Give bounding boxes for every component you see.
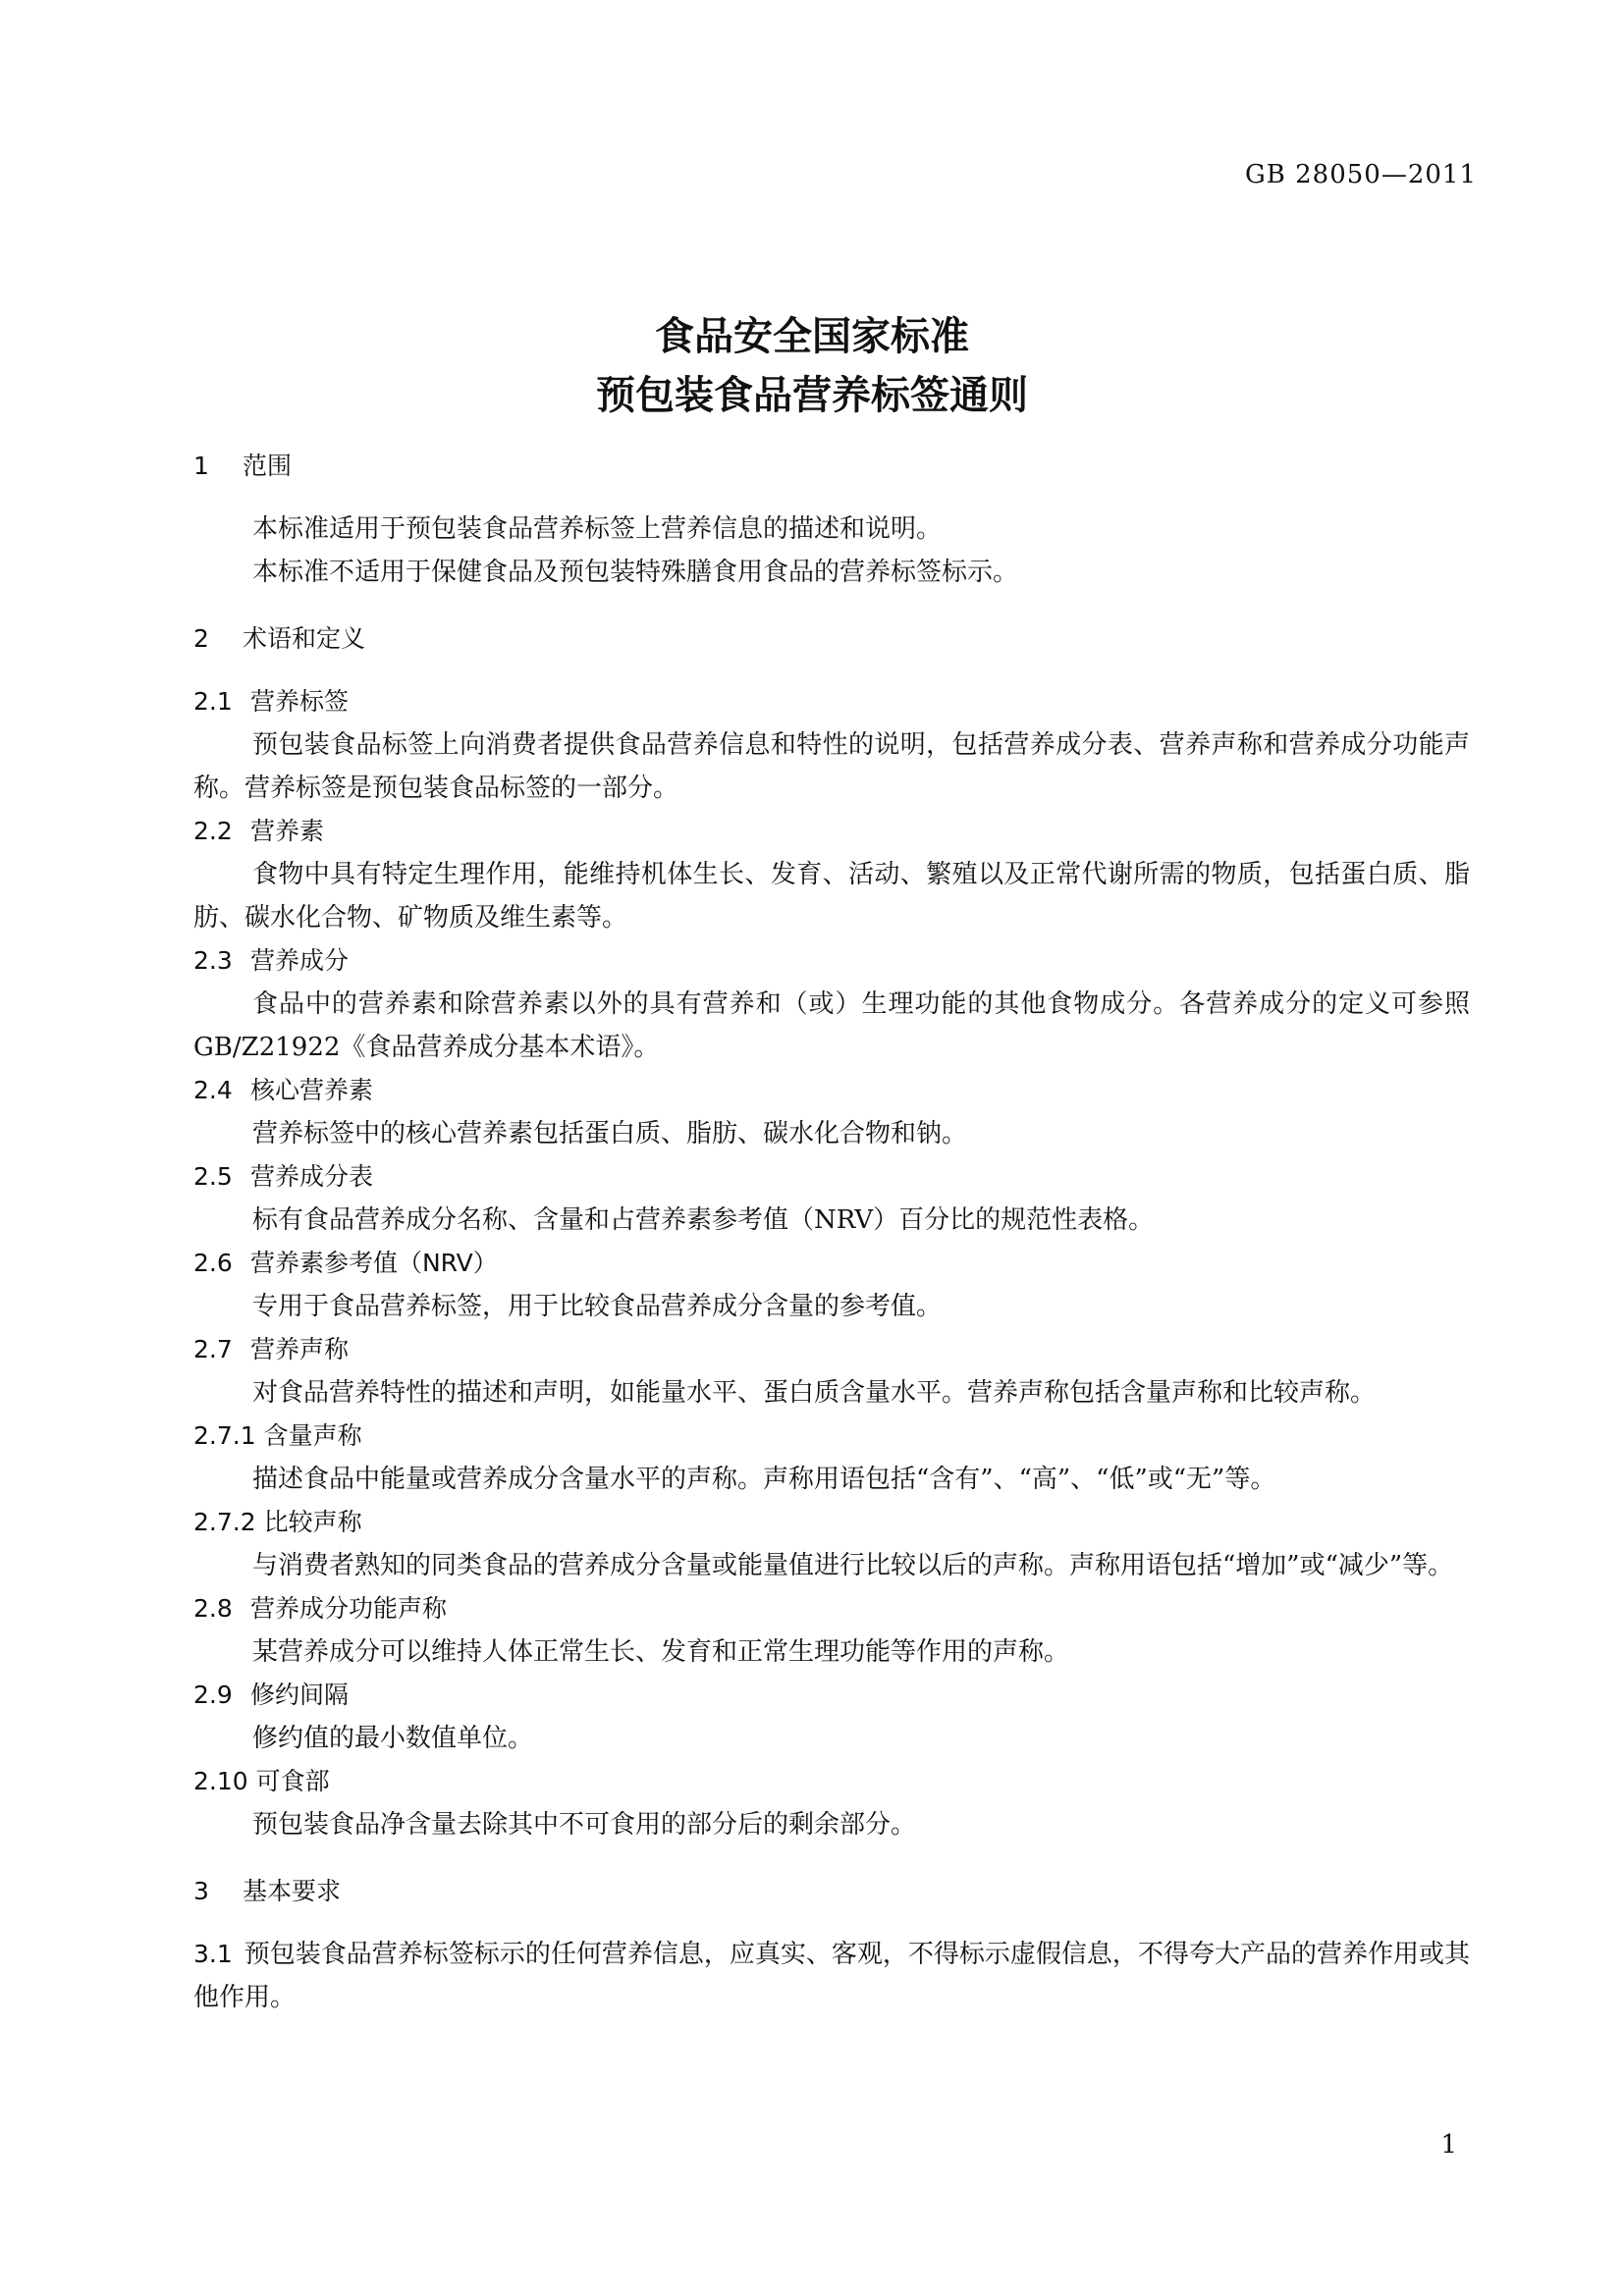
paragraph: 本标准不适用于保健食品及预包装特殊膳食用食品的营养标签标示。 bbox=[252, 558, 1019, 587]
section-title: 范围 bbox=[243, 452, 293, 480]
term-number: 2.3 bbox=[193, 946, 233, 975]
section-number: 1 bbox=[193, 452, 209, 480]
term-title: 比较声称 bbox=[263, 1508, 362, 1536]
term-heading bbox=[193, 810, 1470, 853]
term-heading bbox=[193, 1069, 1470, 1112]
term-definition: 食品中的营养素和除营养素以外的具有营养和（或）生理功能的其他食物成分。各营养成分的定义可参照 GB/Z21922《食品营养成分基本术语》。 bbox=[193, 989, 1470, 1062]
standard-code: GB 28050—2011 bbox=[1244, 160, 1477, 189]
term-number: 2.9 bbox=[193, 1681, 233, 1709]
section-title: 术语和定义 bbox=[243, 624, 366, 653]
clause-number: 3.1 bbox=[193, 1940, 233, 1968]
term-definition: 某营养成分可以维持人体正常生长、发育和正常生理功能等作用的声称。 bbox=[252, 1637, 1070, 1667]
term-definition: 修约值的最小数值单位。 bbox=[252, 1724, 534, 1753]
term-heading bbox=[193, 1587, 1470, 1630]
term-title: 营养成分表 bbox=[249, 1162, 373, 1191]
term-number: 2.2 bbox=[193, 817, 233, 845]
term-heading bbox=[193, 1501, 1470, 1544]
clause-paragraph bbox=[193, 1933, 1470, 2019]
term-definition: 对食品营养特性的描述和声明，如能量水平、蛋白质含量水平。营养声称包括含量声称和比较声称。 bbox=[252, 1378, 1377, 1408]
term-heading bbox=[193, 680, 1470, 723]
term-number: 2.4 bbox=[193, 1076, 233, 1104]
section-heading-3 bbox=[193, 1872, 1470, 1911]
term-definition: 标有食品营养成分名称、含量和占营养素参考值（NRV）百分比的规范性表格。 bbox=[252, 1205, 1155, 1235]
term-title: 含量声称 bbox=[263, 1421, 362, 1450]
term-definition: 食物中具有特定生理作用，能维持机体生长、发育、活动、繁殖以及正常代谢所需的物质，包括蛋白质、脂肪、碳水化合物、矿物质及维生素等。 bbox=[193, 860, 1470, 933]
term-heading bbox=[193, 1760, 1470, 1803]
term-definition: 专用于食品营养标签，用于比较食品营养成分含量的参考值。 bbox=[252, 1292, 943, 1321]
term-heading bbox=[193, 1155, 1470, 1199]
term-definition: 与消费者熟知的同类食品的营养成分含量或能量值进行比较以后的声称。声称用语包括“增加”或“减少”等。 bbox=[252, 1551, 1454, 1580]
document-body bbox=[193, 447, 1470, 2019]
term-number: 2.8 bbox=[193, 1594, 233, 1623]
term-title: 营养成分 bbox=[249, 946, 349, 975]
paragraph: 本标准适用于预包装食品营养标签上营养信息的描述和说明。 bbox=[252, 514, 943, 544]
document-title-line1: 食品安全国家标准 bbox=[655, 314, 969, 359]
term-title: 营养素参考值（NRV） bbox=[249, 1249, 498, 1277]
term-number: 2.7 bbox=[193, 1335, 233, 1363]
term-number: 2.6 bbox=[193, 1249, 233, 1277]
term-title: 营养声称 bbox=[249, 1335, 349, 1363]
term-title: 修约间隔 bbox=[249, 1681, 349, 1709]
term-number: 2.5 bbox=[193, 1162, 233, 1191]
term-definition: 预包装食品净含量去除其中不可食用的部分后的剩余部分。 bbox=[252, 1810, 917, 1840]
term-heading bbox=[193, 1415, 1470, 1458]
term-title: 营养成分功能声称 bbox=[249, 1594, 447, 1623]
term-definition: 描述食品中能量或营养成分含量水平的声称。声称用语包括“含有”、“高”、“低”或“无”等。 bbox=[252, 1465, 1276, 1494]
term-number: 2.7.1 bbox=[193, 1421, 256, 1450]
section-number: 2 bbox=[193, 624, 209, 653]
document-title-line2: 预包装食品营养标签通则 bbox=[596, 373, 1028, 418]
section-number: 3 bbox=[193, 1877, 209, 1905]
term-number: 2.1 bbox=[193, 687, 233, 716]
clause-text: 预包装食品营养标签标示的任何营养信息，应真实、客观，不得标示虚假信息，不得夸大产品的营养作用或其他作用。 bbox=[193, 1940, 1470, 2012]
section-heading-2 bbox=[193, 619, 1470, 659]
term-title: 核心营养素 bbox=[249, 1076, 373, 1104]
term-heading bbox=[193, 1328, 1470, 1371]
term-definition: 预包装食品标签上向消费者提供食品营养信息和特性的说明，包括营养成分表、营养声称和营养成分功能声称。营养标签是预包装食品标签的一部分。 bbox=[193, 730, 1470, 803]
section-title: 基本要求 bbox=[243, 1877, 342, 1905]
term-number: 2.7.2 bbox=[193, 1508, 256, 1536]
term-heading bbox=[193, 1242, 1470, 1285]
term-heading bbox=[193, 939, 1470, 983]
section-heading-1 bbox=[193, 447, 1470, 486]
term-title: 可食部 bbox=[255, 1767, 330, 1795]
term-number: 2.10 bbox=[193, 1767, 248, 1795]
term-title: 营养素 bbox=[249, 817, 324, 845]
page-number: 1 bbox=[1440, 2130, 1457, 2160]
term-definition: 营养标签中的核心营养素包括蛋白质、脂肪、碳水化合物和钠。 bbox=[252, 1119, 968, 1148]
term-heading bbox=[193, 1674, 1470, 1717]
term-title: 营养标签 bbox=[249, 687, 349, 716]
